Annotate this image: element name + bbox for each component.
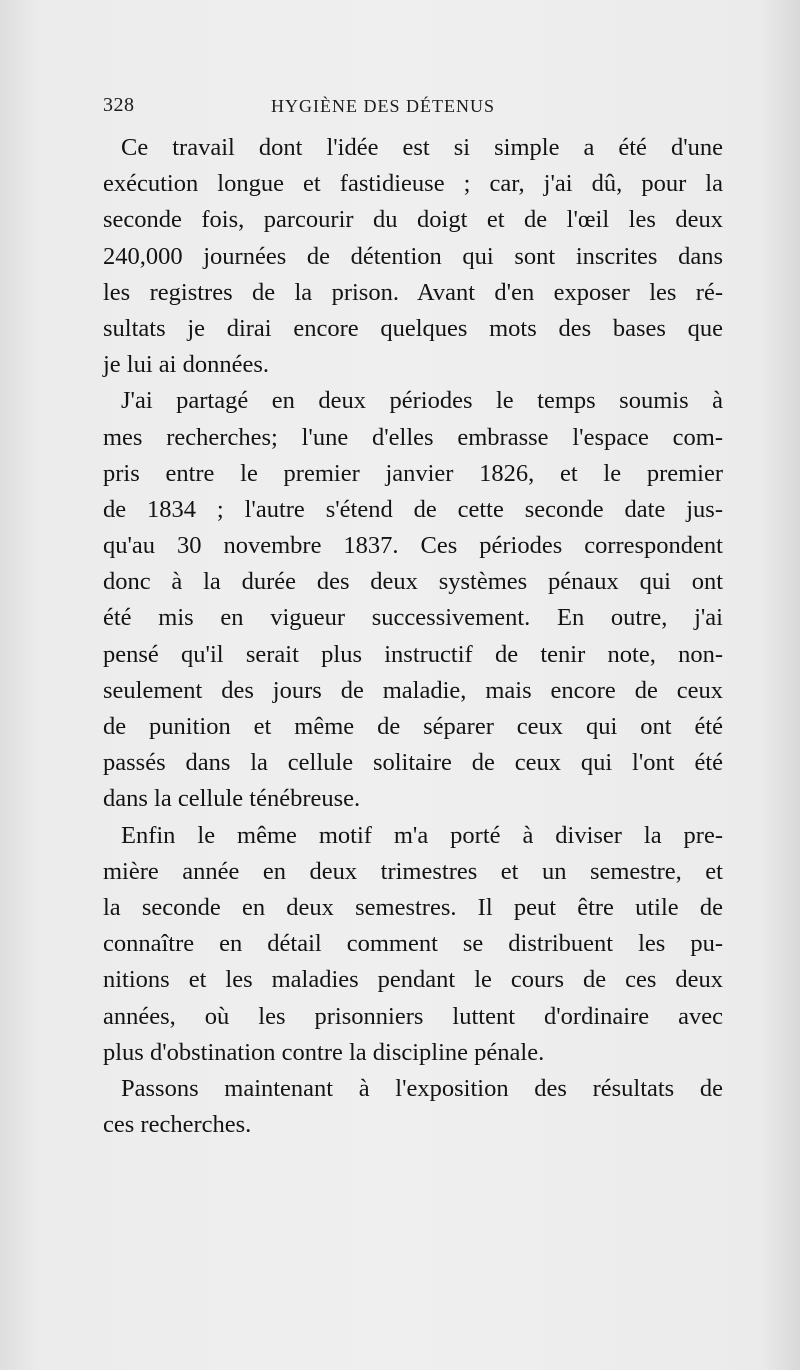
text-line: la seconde en deux semestres. Il peut être utile de xyxy=(103,893,723,921)
text-line: de 1834 ; l'autre s'étend de cette seconde date jus- xyxy=(103,495,723,523)
text-line: Enfin le même motif m'a porté à diviser la pre- xyxy=(121,821,723,849)
text-line: nitions et les maladies pendant le cours de ces deux xyxy=(103,966,723,994)
text-line: qu'au 30 novembre 1837. Ces périodes correspondent xyxy=(103,532,723,560)
page-header xyxy=(103,88,723,128)
text-line: Passons maintenant à l'exposition des résultats de xyxy=(121,1074,723,1102)
text-line: plus d'obstination contre la discipline pénale. xyxy=(103,1038,545,1066)
text-line: seconde fois, parcourir du doigt et de l'œil les deux xyxy=(103,206,723,234)
text-line: passés dans la cellule solitaire de ceux qui l'ont été xyxy=(103,749,723,777)
text-line: exécution longue et fastidieuse ; car, j'ai dû, pour la xyxy=(103,170,723,198)
page-number: 328 xyxy=(103,94,135,116)
text-line: mière année en deux trimestres et un semestre, et xyxy=(103,857,723,885)
text-line: Ce travail dont l'idée est si simple a été d'une xyxy=(121,134,723,161)
text-line: J'ai partagé en deux périodes le temps soumis à xyxy=(121,387,723,415)
text-line: mes recherches; l'une d'elles embrasse l'espace com- xyxy=(103,423,723,451)
text-line: les registres de la prison. Avant d'en exposer les ré- xyxy=(103,278,723,306)
text-line: de punition et même de séparer ceux qui ont été xyxy=(103,713,723,740)
text-line: années, où les prisonniers luttent d'ordinaire avec xyxy=(103,1002,723,1030)
text-line: donc à la durée des deux systèmes pénaux qui ont xyxy=(103,568,723,596)
running-title: HYGIÈNE DES DÉTENUS xyxy=(271,96,495,116)
text-line: sultats je dirai encore quelques mots des bases que xyxy=(103,314,723,342)
text-line: dans la cellule ténébreuse. xyxy=(103,785,361,813)
text-line: pris entre le premier janvier 1826, et le premier xyxy=(103,459,723,487)
text-line: je lui ai données. xyxy=(103,351,270,379)
text-line: ces recherches. xyxy=(103,1111,252,1139)
text-line: été mis en vigueur successivement. En outre, j'ai xyxy=(103,604,723,632)
text-line: pensé qu'il serait plus instructif de tenir note, non- xyxy=(103,640,723,668)
text-line: connaître en détail comment se distribuent les pu- xyxy=(103,930,723,958)
text-line: seulement des jours de maladie, mais encore de ceux xyxy=(103,676,723,704)
body-text xyxy=(103,130,723,1143)
text-line: 240,000 journées de détention qui sont inscrites dans xyxy=(103,242,723,270)
